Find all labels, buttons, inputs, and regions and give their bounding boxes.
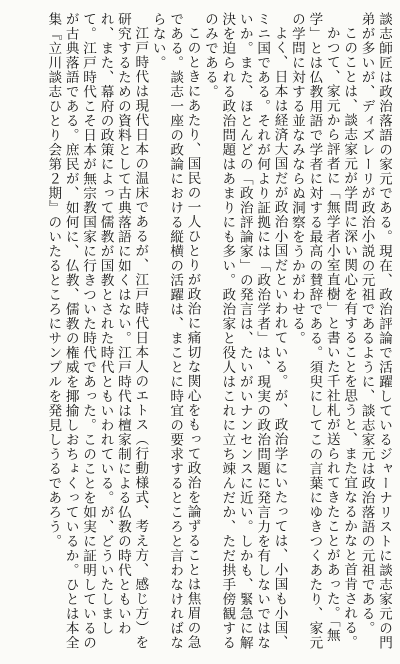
paragraph-5: このときにあたり、国民の一人ひとりが政治に痛切な関心をもって政治を論ずることは焦眉の急である。談志一座の政論における縦横の活躍は、まことに時宜の要求するところと言わなければならない。 [149,12,201,650]
paragraph-2: このことは、談志家元が学問に深い関心を有することを思うと、また宜なるかなと首肯される。 [341,25,358,650]
paragraph-4: よく、日本は経済大国だが政治小国だといわれている。が、政治学にいたっては、小国も小国、ミニ国である。それが何より証拠には「政治学者」は、現実の政治問題に発言力を有しないではないか。また、ほとんどの「政治評論家」の発言は、たいがいナンセンスに近い。しかも、緊急に解決を迫られる政治問題はあまりにも多い。政治家と役人はこれに立ち竦んだか、ただ拱手傍観するのみである。 [201,12,288,650]
paragraph-3: かつて、家元から評者に「無学者小室直樹」と書いた千社札が送られてきたことがあった。「無学」とは仏教用語で学者に対する最高の賛辞である。須臾にしてこの言葉にゆきつくあたり、家元の学問に対する並なみならぬ洞察をうかがわせる。 [288,12,340,650]
paragraph-1: 談志師匠は政治落語の家元である。現在、政治評論で活躍しているジャーナリストに談志家元の門弟が多いが、ディズレーリが政治小説の元祖であるように、談志家元は政治落語の元祖である。 [358,12,392,650]
vertical-text-body [8,12,392,656]
paragraph-6: 江戸時代は現代日本の温床であるが、江戸時代日本人のエトス（行動様式、考え方、感じ方）を研究するための資料として古典落語に如くはない。江戸時代は檀家制による仏教の時代ともいわれ、また、幕府の政策によって儒教が国教とされた時代ともいわれている。が、どういたしまして。江戸時代こそ日本が無宗教国家に行きついた時代であった。このことを如実に証明しているのが古典落語である。庶民が、如何に、仏教、儒教の権威を揶揄しおちょくっているか。ひとは本全集『立川談志ひとり会第２期』のいたるところにサンプルを発見しうるであろう。 [45,12,149,650]
